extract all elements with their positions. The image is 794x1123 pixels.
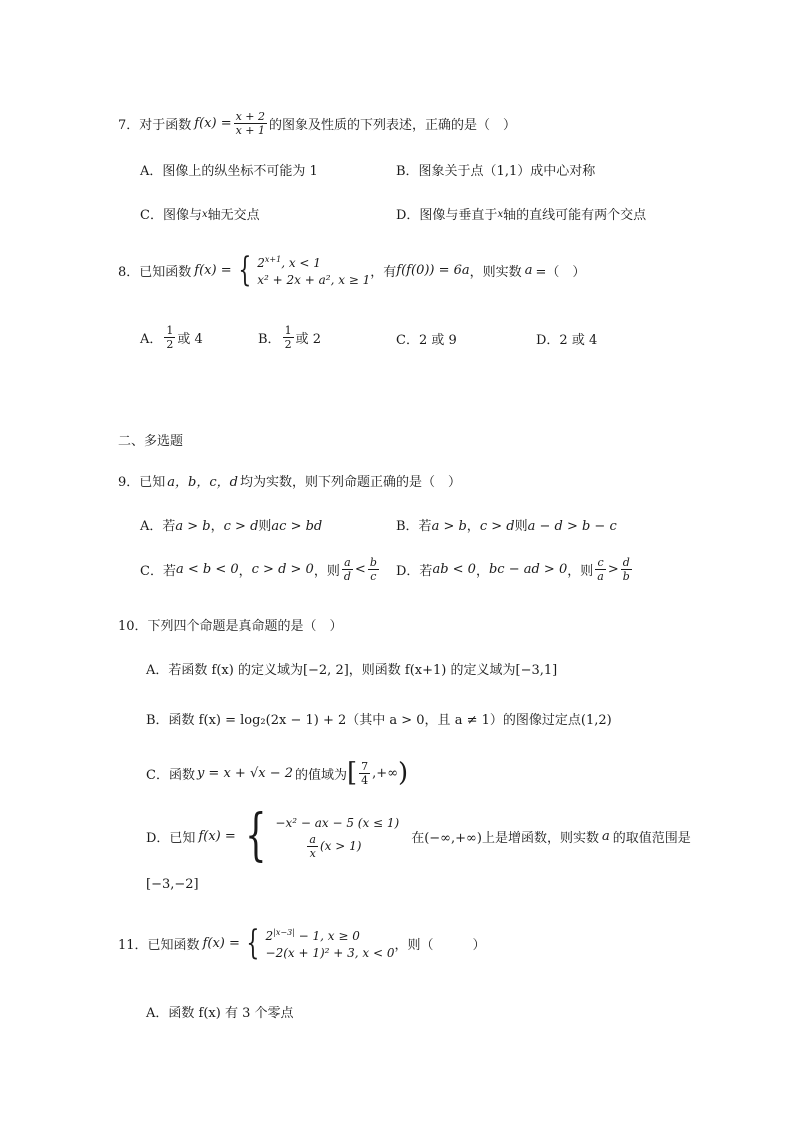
q9-stem-pre: 已知 [139,475,166,490]
q8-post: ，则实数 [469,264,522,280]
q8-number: 8． [118,264,140,280]
q8-option-a[interactable] [140,324,203,351]
q10-c-bracket-open: [ [347,758,358,788]
q11-number: 11． [118,937,148,953]
q8-a-label: A． [140,332,163,347]
q7-c-post: 轴无交点 [207,208,260,223]
q10-number: 10． [118,619,148,634]
q7-frac-num: x + 2 [235,109,266,123]
q10-stem [118,615,343,634]
q7-option-b[interactable]: B．图象关于点（1,1）成中心对称 [396,164,596,179]
q7-c-var: x [201,209,208,220]
section-heading-multiple-choice: 二、多选题 [118,434,184,449]
q9-stem-post: 均为实数，则下列命题正确的是（ ） [239,475,461,490]
q8-mid: ，有 [370,264,397,280]
q8-func: f(x) = [194,262,232,278]
q8-option-b[interactable] [258,324,321,351]
q7-option-c[interactable] [140,204,260,223]
q11-stem: 11． 已知函数 f(x) = { $2^{|x-3|} - 1$, x ≥ 0 −2(x + 1)² + 3, x < 0 ，则（ ） [118,923,486,963]
q10-c-expr: y = x + √x − 2 [196,765,293,781]
q8-option-c[interactable]: C．2 或 9 [396,333,457,348]
q9-c-frac-2: $\frac{b}{c}$ [369,556,377,583]
q8-end: =（ ） [535,264,586,280]
q7-fraction [234,110,267,137]
q7-c-pre: C．图像与 [140,208,202,223]
q7-d-pre: D．图像与垂直于 [396,208,498,223]
q8-option-d[interactable]: D．2 或 4 [536,333,598,348]
q10-d-case-1: −x² − ax − 5 (x ≤ 1) [275,815,400,830]
q11-case-1: $2^{|x-3|} - 1$, x ≥ 0 [265,928,360,943]
q7-option-d[interactable] [396,204,646,223]
q11-piecewise: { $2^{|x-3|} - 1$, x ≥ 0 −2(x + 1)² + 3, x < 0 [246,923,395,963]
q9-option-c[interactable]: C．若 a < b < 0 ， c > d > 0 ，则 $\frac{a}{d}$ < $\frac{b}{c}$ [140,556,377,583]
q8-var: a [524,262,533,278]
q8-expr: f(f(0)) = 6a [396,262,470,278]
q8-a-post: 或 4 [177,332,203,347]
q9-vars: a，b，c，d [167,475,238,490]
q10-d-piecewise: { −x² − ax − 5 (x ≤ 1) $\frac{a}{x}$ (x > 1) [244,803,400,868]
q11-option-a[interactable]: A．函数 f(x) 有 3 个零点 [146,1006,294,1021]
q10-stem-text: 下列四个命题是真命题的是（ ） [147,619,343,634]
q8-b-frac: $\frac{1}{2}$ [284,324,292,351]
q9-number: 9． [118,475,140,490]
q8-a-frac: $\frac{1}{2}$ [166,324,174,351]
q7-stem [118,108,516,138]
q9-d-frac-1: $\frac{c}{a}$ [597,556,604,583]
q10-c-frac: $\frac{7}{4}$ [361,759,369,787]
q9-option-b[interactable]: B．若a > b，c > d则a − d > b − c [396,519,617,534]
q7-func: f(x) = [194,115,232,131]
q9-c-frac-1: $\frac{a}{d}$ [343,556,351,583]
q8-brace: { [237,250,251,290]
q7-frac-den: x + 1 [235,123,266,137]
q10-option-b[interactable]: B．函数 f(x) = log₂(2x − 1) + 2（其中 a > 0，且 a ≠ 1）的图像过定点(1,2) [146,713,612,728]
q10-d-range: [−3,−2] [146,877,199,892]
q8-b-label: B． [258,332,281,347]
q9-option-d[interactable]: D．若 ab < 0 ， bc − ad > 0 ，则 $\frac{c}{a}$ > $\frac{d}{b}$ [396,556,630,583]
q7-pre: 对于函数 [139,117,192,133]
q7-d-var: x [497,209,504,220]
q9-d-frac-2: $\frac{d}{b}$ [622,556,630,583]
q10-option-d[interactable]: D．已知 f(x) = { −x² − ax − 5 (x ≤ 1) $\frac{a}{x}$ (x > 1) 在(−∞,+∞)上是增函数，则实数 a 的取值范围是 [146,803,691,868]
q9-stem [118,471,461,490]
q7-post: 的图象及性质的下列表述，正确的是（ ） [269,117,517,133]
q8-b-post: 或 2 [295,332,321,347]
q8-piecewise [234,251,371,289]
q8-pre: 已知函数 [139,264,192,280]
q10-d-case-2: $\frac{a}{x}$ (x > 1) [309,832,362,860]
q7-number: 7． [118,117,140,133]
q8-case-1: $2^{x+1}$, x < 1 [257,255,321,270]
q9-option-a[interactable]: A．若a > b，c > d则ac > bd [140,519,323,534]
q11-case-2: −2(x + 1)² + 3, x < 0 [265,946,395,960]
q10-option-c[interactable]: C．函数 y = x + √x − 2 的值域为 [ $\frac{7}{4}$ ,+∞ ) [146,758,409,788]
q10-c-bracket-close: ) [398,758,409,788]
q8-stem [118,250,585,290]
q10-option-a[interactable]: A．若函数 f(x) 的定义域为[−2, 2]，则函数 f(x+1) 的定义域为[−3,1] [146,663,558,678]
q8-case-2: x² + 2x + a², x ≥ 1 [257,273,371,287]
q7-d-post: 轴的直线可能有两个交点 [503,208,647,223]
q7-option-a[interactable]: A．图像上的纵坐标不可能为 1 [140,164,318,179]
